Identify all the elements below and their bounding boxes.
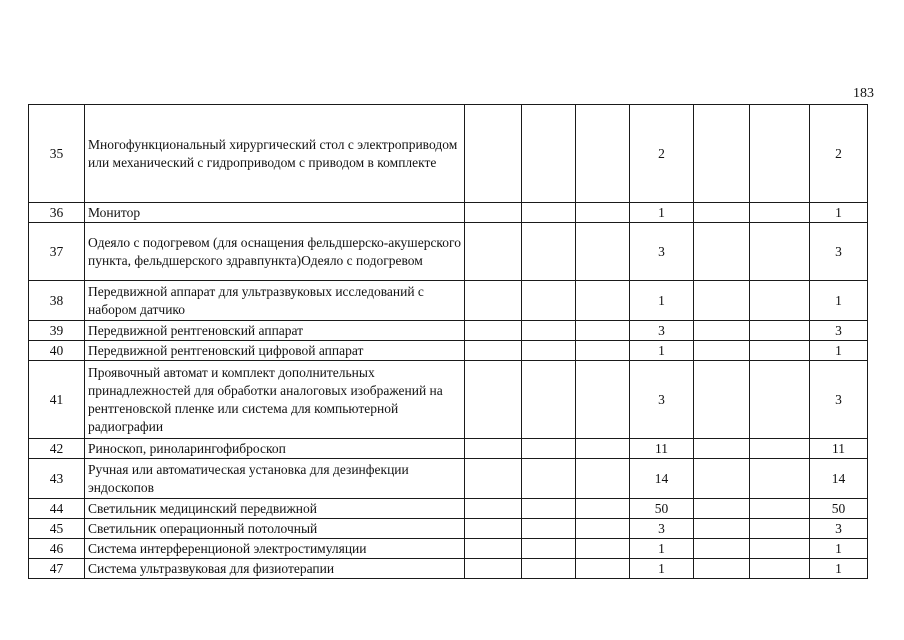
quantity-cell: 3 [810,519,868,539]
quantity-cell: 11 [630,439,694,459]
row-number: 43 [29,459,85,499]
empty-cell [750,203,810,223]
row-number: 44 [29,499,85,519]
table-row [29,499,868,519]
quantity-cell: 3 [630,361,694,439]
empty-cell [465,499,522,519]
table-row [29,539,868,559]
equipment-name: Монитор [85,203,465,223]
quantity-cell: 1 [630,559,694,579]
equipment-name: Система ультразвуковая для физиотерапии [85,559,465,579]
table-row [29,361,868,439]
equipment-name: Светильник операционный потолочный [85,519,465,539]
row-number: 41 [29,361,85,439]
empty-cell [576,223,630,281]
empty-cell [576,439,630,459]
empty-cell [465,223,522,281]
equipment-name: Ручная или автоматическая установка для дезинфекции эндоскопов [85,459,465,499]
empty-cell [465,539,522,559]
empty-cell [522,203,576,223]
empty-cell [750,519,810,539]
empty-cell [576,341,630,361]
empty-cell [750,539,810,559]
empty-cell [576,361,630,439]
empty-cell [576,539,630,559]
row-number: 39 [29,321,85,341]
empty-cell [465,459,522,499]
empty-cell [465,321,522,341]
empty-cell [576,203,630,223]
quantity-cell: 3 [810,321,868,341]
empty-cell [522,223,576,281]
empty-cell [694,281,750,321]
empty-cell [750,281,810,321]
table-row [29,105,868,203]
quantity-cell: 3 [630,519,694,539]
empty-cell [694,361,750,439]
quantity-cell: 50 [630,499,694,519]
empty-cell [522,439,576,459]
empty-cell [750,223,810,281]
equipment-name: Проявочный автомат и комплект дополнительных принадлежностей для обработки аналоговых изображений на рентгеновской пленке или система для компьютерной радиографии [85,361,465,439]
empty-cell [465,439,522,459]
table-row [29,321,868,341]
empty-cell [694,203,750,223]
empty-cell [522,519,576,539]
quantity-cell: 1 [630,341,694,361]
empty-cell [694,539,750,559]
empty-cell [694,499,750,519]
empty-cell [522,321,576,341]
row-number: 47 [29,559,85,579]
quantity-cell: 50 [810,499,868,519]
quantity-cell: 1 [630,539,694,559]
empty-cell [750,341,810,361]
quantity-cell: 3 [810,223,868,281]
row-number: 42 [29,439,85,459]
quantity-cell: 1 [630,203,694,223]
equipment-name: Риноскоп, риноларингофиброскоп [85,439,465,459]
empty-cell [750,559,810,579]
table-row [29,559,868,579]
row-number: 37 [29,223,85,281]
table-row [29,341,868,361]
empty-cell [465,559,522,579]
empty-cell [576,459,630,499]
table-row [29,459,868,499]
empty-cell [750,105,810,203]
equipment-name: Многофункциональный хирургический стол с электроприводом или механический с гидроприводом с приводом в комплекте [85,105,465,203]
empty-cell [522,341,576,361]
quantity-cell: 1 [810,539,868,559]
equipment-name: Передвижной рентгеновский аппарат [85,321,465,341]
quantity-cell: 1 [810,281,868,321]
equipment-name: Передвижной аппарат для ультразвуковых исследований с набором датчико [85,281,465,321]
table-row [29,223,868,281]
equipment-table [28,104,868,579]
quantity-cell: 1 [630,281,694,321]
page-number: 183 [853,86,874,101]
empty-cell [576,105,630,203]
equipment-name: Передвижной рентгеновский цифровой аппарат [85,341,465,361]
empty-cell [576,321,630,341]
empty-cell [465,341,522,361]
empty-cell [694,223,750,281]
empty-cell [576,559,630,579]
table-row [29,203,868,223]
empty-cell [694,459,750,499]
quantity-cell: 1 [810,203,868,223]
empty-cell [750,361,810,439]
quantity-cell: 3 [630,223,694,281]
quantity-cell: 14 [810,459,868,499]
quantity-cell: 3 [630,321,694,341]
row-number: 35 [29,105,85,203]
empty-cell [694,519,750,539]
empty-cell [522,539,576,559]
quantity-cell: 11 [810,439,868,459]
quantity-cell: 2 [630,105,694,203]
quantity-cell: 2 [810,105,868,203]
empty-cell [465,281,522,321]
empty-cell [576,281,630,321]
table-row [29,439,868,459]
empty-cell [750,321,810,341]
quantity-cell: 1 [810,341,868,361]
empty-cell [694,559,750,579]
empty-cell [522,499,576,519]
empty-cell [694,439,750,459]
row-number: 38 [29,281,85,321]
empty-cell [576,519,630,539]
table-row [29,519,868,539]
empty-cell [750,439,810,459]
empty-cell [522,459,576,499]
empty-cell [750,459,810,499]
empty-cell [522,559,576,579]
table-row [29,281,868,321]
equipment-name: Светильник медицинский передвижной [85,499,465,519]
empty-cell [465,203,522,223]
row-number: 46 [29,539,85,559]
empty-cell [750,499,810,519]
quantity-cell: 14 [630,459,694,499]
empty-cell [465,105,522,203]
empty-cell [576,499,630,519]
empty-cell [522,361,576,439]
empty-cell [522,281,576,321]
equipment-name: Система интерференционой электростимуляции [85,539,465,559]
row-number: 40 [29,341,85,361]
empty-cell [465,361,522,439]
quantity-cell: 3 [810,361,868,439]
empty-cell [694,105,750,203]
empty-cell [465,519,522,539]
quantity-cell: 1 [810,559,868,579]
row-number: 36 [29,203,85,223]
equipment-name: Одеяло с подогревом (для оснащения фельдшерско-акушерского пункта, фельдшерского здравпункта)Одеяло с подогревом [85,223,465,281]
empty-cell [522,105,576,203]
empty-cell [694,341,750,361]
row-number: 45 [29,519,85,539]
empty-cell [694,321,750,341]
